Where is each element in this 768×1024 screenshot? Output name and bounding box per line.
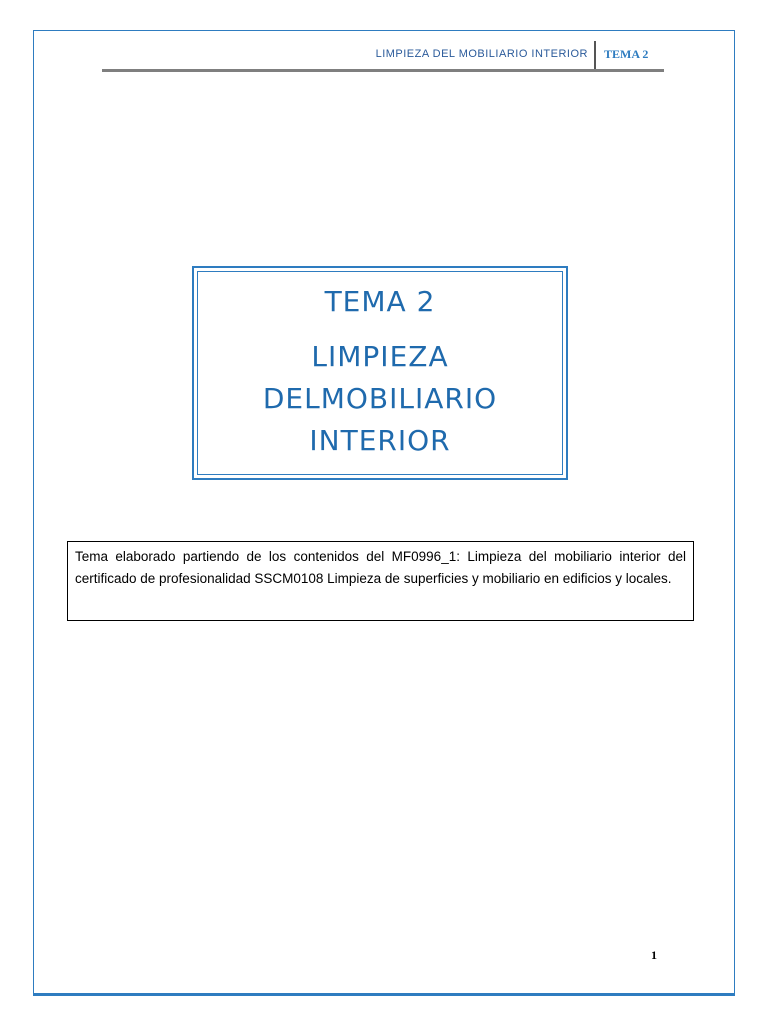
page-number: 1 [651, 948, 657, 962]
page-frame [33, 30, 735, 994]
running-header-title: LIMPIEZA DEL MOBILIARIO INTERIOR [375, 48, 588, 60]
title-tema: TEMA 2 [324, 285, 436, 318]
page-frame-bottom-rule [33, 994, 735, 996]
header-rule [102, 69, 664, 72]
running-header-chapter: TEMA 2 [604, 47, 649, 61]
title-line-2: DELMOBILIARIO [262, 382, 498, 415]
title-box [192, 266, 568, 480]
title-box-inner [197, 271, 563, 475]
title-line-1: LIMPIEZA [311, 340, 449, 373]
description-box: Tema elaborado partiendo de los contenidos del MF0996_1: Limpieza del mobiliario interior del certificado de profesionalidad SSCM0108 Limpieza de superficies y mobiliario en edificios y locales. [67, 541, 694, 621]
header-divider [594, 41, 596, 71]
title-main [198, 336, 562, 462]
title-line-3: INTERIOR [309, 424, 451, 457]
